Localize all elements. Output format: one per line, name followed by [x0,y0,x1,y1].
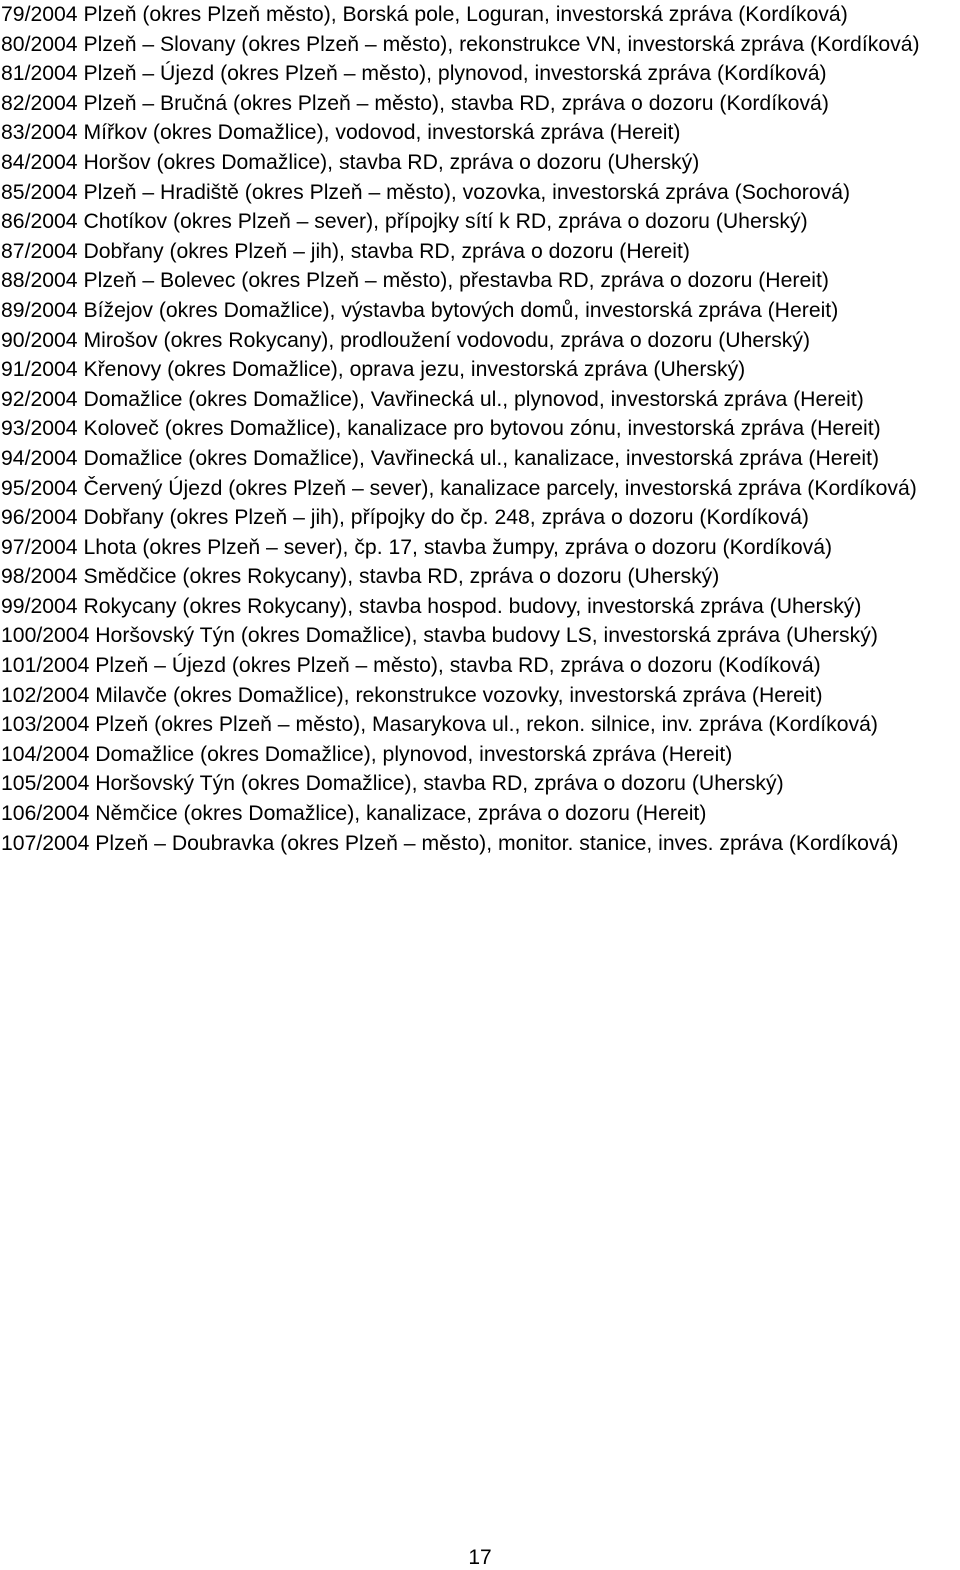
report-entry: 99/2004 Rokycany (okres Rokycany), stavba hospod. budovy, investorská zpráva (Uherský) [1,594,862,618]
report-entry: 93/2004 Koloveč (okres Domažlice), kanalizace pro bytovou zónu, investorská zpráva (Hereit) [1,417,881,441]
report-entry: 103/2004 Plzeň (okres Plzeň – město), Masarykova ul., rekon. silnice, inv. zpráva (Kordíková) [1,713,878,737]
report-entry: 95/2004 Červený Újezd (okres Plzeň – sever), kanalizace parcely, investorská zpráva (Kordíková) [1,476,917,500]
report-entry: 91/2004 Křenovy (okres Domažlice), oprava jezu, investorská zpráva (Uherský) [1,358,746,382]
report-entry: 107/2004 Plzeň – Doubravka (okres Plzeň – město), monitor. stanice, inves. zpráva (Kordíková) [1,831,899,855]
report-entry: 80/2004 Plzeň – Slovany (okres Plzeň – město), rekonstrukce VN, investorská zpráva (Kordíková) [1,32,920,56]
report-entry: 106/2004 Němčice (okres Domažlice), kanalizace, zpráva o dozoru (Hereit) [1,802,707,826]
report-entry: 79/2004 Plzeň (okres Plzeň město), Borská pole, Loguran, investorská zpráva (Kordíková) [1,3,848,26]
report-entry: 89/2004 Bížejov (okres Domažlice), výstavba bytových domů, investorská zpráva (Hereit) [1,298,839,322]
report-entry: 84/2004 Horšov (okres Domažlice), stavba RD, zpráva o dozoru (Uherský) [1,150,700,174]
report-entry: 101/2004 Plzeň – Újezd (okres Plzeň – město), stavba RD, zpráva o dozoru (Kodíková) [1,654,821,678]
report-entry: 87/2004 Dobřany (okres Plzeň – jih), stavba RD, zpráva o dozoru (Hereit) [1,239,690,263]
report-entry: 100/2004 Horšovský Týn (okres Domažlice), stavba budovy LS, investorská zpráva (Uherský) [1,624,878,648]
report-entry: 81/2004 Plzeň – Újezd (okres Plzeň – město), plynovod, investorská zpráva (Kordíková) [1,62,827,86]
page-number: 17 [468,1546,492,1569]
report-entry: 90/2004 Mirošov (okres Rokycany), prodloužení vodovodu, zpráva o dozoru (Uherský) [1,328,811,352]
report-entry: 102/2004 Milavče (okres Domažlice), rekonstrukce vozovky, investorská zpráva (Hereit) [1,683,823,707]
report-entry: 83/2004 Mířkov (okres Domažlice), vodovod, investorská zpráva (Hereit) [1,121,681,145]
report-entry: 98/2004 Smědčice (okres Rokycany), stavba RD, zpráva o dozoru (Uherský) [1,565,720,589]
report-entry: 85/2004 Plzeň – Hradiště (okres Plzeň – město), vozovka, investorská zpráva (Sochorová) [1,180,851,204]
report-entry: 82/2004 Plzeň – Bručná (okres Plzeň – město), stavba RD, zpráva o dozoru (Kordíková) [1,91,829,115]
report-entry: 96/2004 Dobřany (okres Plzeň – jih), přípojky do čp. 248, zpráva o dozoru (Kordíková) [1,506,809,530]
report-entry: 92/2004 Domažlice (okres Domažlice), Vavřinecká ul., plynovod, investorská zpráva (Hereit) [1,387,864,411]
report-entry: 97/2004 Lhota (okres Plzeň – sever), čp. 17, stavba žumpy, zpráva o dozoru (Kordíková) [1,535,833,559]
report-entry: 86/2004 Chotíkov (okres Plzeň – sever), přípojky sítí k RD, zpráva o dozoru (Uherský) [1,210,808,234]
report-entry: 105/2004 Horšovský Týn (okres Domažlice), stavba RD, zpráva o dozoru (Uherský) [1,772,784,796]
report-list [1,0,959,858]
report-entry: 88/2004 Plzeň – Bolevec (okres Plzeň – město), přestavba RD, zpráva o dozoru (Hereit) [1,269,829,293]
report-entry: 104/2004 Domažlice (okres Domažlice), plynovod, investorská zpráva (Hereit) [1,742,733,766]
report-entry: 94/2004 Domažlice (okres Domažlice), Vavřinecká ul., kanalizace, investorská zpráva (Hereit) [1,446,880,470]
